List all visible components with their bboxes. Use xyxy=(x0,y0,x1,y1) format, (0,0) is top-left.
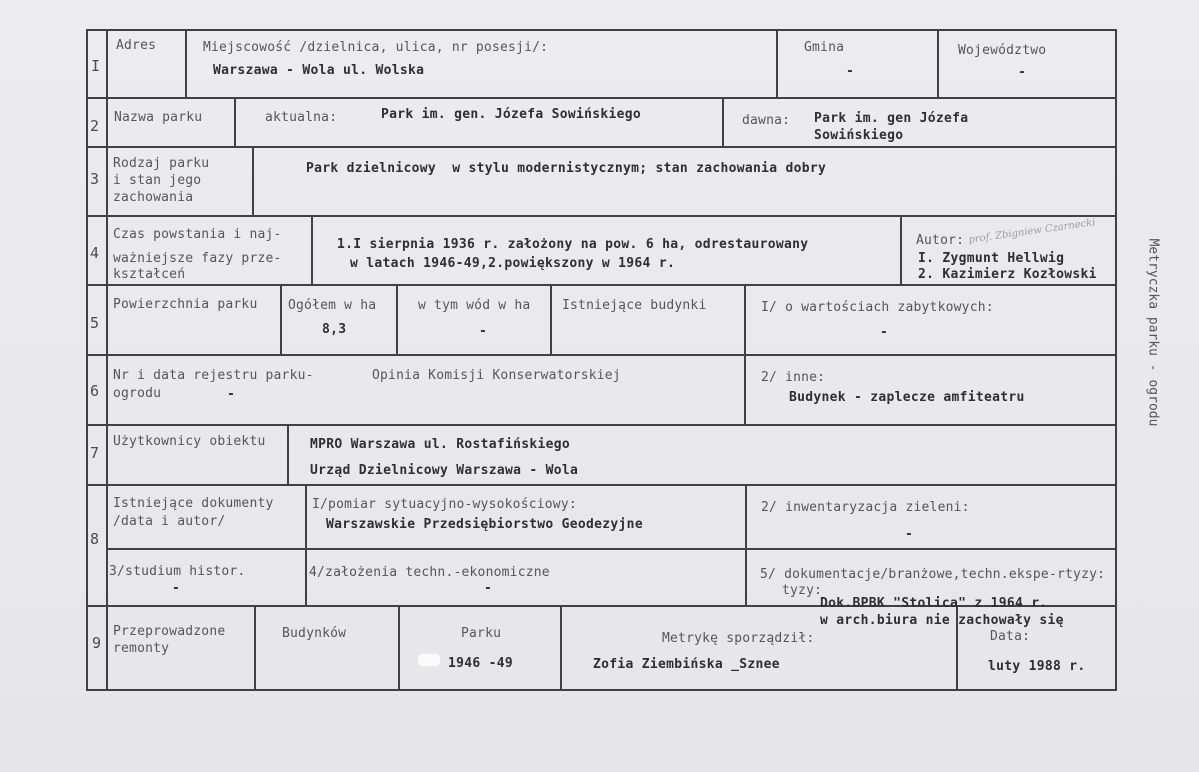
former-name-value-1: Park im. gen Józefa xyxy=(814,111,969,126)
date-value: luty 1988 r. xyxy=(988,659,1086,674)
grid-line xyxy=(185,29,187,97)
grid-line xyxy=(106,548,1117,550)
side-title xyxy=(1128,215,1161,465)
grid-line xyxy=(254,605,256,689)
grid-line xyxy=(744,354,746,424)
opinion-label: Opinia Komisji Konserwatorskiej xyxy=(372,368,621,383)
total-area-label: Ogółem w ha xyxy=(288,298,377,313)
water-area-value: - xyxy=(479,324,488,339)
side-title-text: Metryczka parku - ogrodu xyxy=(1145,238,1161,427)
grid-line xyxy=(550,284,552,354)
row-number: 8 xyxy=(90,530,100,548)
users-label: Użytkownicy obiektu xyxy=(113,434,266,449)
grid-line xyxy=(1115,29,1117,691)
period-value-2: w latach 1946-49,2.powiększony w 1964 r. xyxy=(350,256,676,271)
gmina-value: - xyxy=(846,64,855,79)
current-name-value: Park im. gen. Józefa Sowińskiego xyxy=(381,107,642,122)
row-number: 5 xyxy=(90,314,100,332)
grid-line xyxy=(937,29,939,97)
buildings-label: Istniejące budynki xyxy=(562,298,707,313)
assumptions-label: 4/założenia techn.-ekonomiczne xyxy=(309,565,550,580)
grid-line xyxy=(86,29,1117,31)
row-number: 6 xyxy=(90,382,100,400)
inventory-label: 2/ inwentaryzacja zieleni: xyxy=(761,500,970,515)
assumptions-value: - xyxy=(484,581,493,596)
current-name-label: aktualna: xyxy=(265,110,338,125)
study-label: 3/studium histor. xyxy=(109,564,246,579)
users-value-1: MPRO Warszawa ul. Rostafińskiego xyxy=(310,437,571,452)
docs-label: tyzy: xyxy=(782,583,823,598)
grid-line xyxy=(560,605,562,689)
grid-line xyxy=(86,354,1117,356)
register-label: ogrodu xyxy=(113,386,162,401)
grid-line xyxy=(86,484,1117,486)
park-type-label: zachowania xyxy=(113,190,194,205)
row-number: 4 xyxy=(90,244,100,262)
date-label: Data: xyxy=(990,629,1031,644)
users-value-2: Urząd Dzielnicowy Warszawa - Wola xyxy=(310,463,579,478)
grid-line xyxy=(398,605,400,689)
register-label: Nr i data rejestru parku- xyxy=(113,368,314,383)
other-buildings-value: Budynek - zaplecze amfiteatru xyxy=(789,390,1025,405)
grid-line xyxy=(280,284,282,354)
prepared-by-label: Metrykę sporządził: xyxy=(662,631,815,646)
grid-line xyxy=(86,689,1117,691)
former-name-label: dawna: xyxy=(742,113,791,128)
period-label: kształceń xyxy=(113,267,186,282)
row-number: I xyxy=(91,57,101,75)
grid-line xyxy=(305,484,307,605)
author-2: 2. Kazimierz Kozłowski xyxy=(918,267,1097,282)
row-number: 7 xyxy=(90,444,100,462)
docs-value-1: Dok.BPBK "Stolica" z 1964 r. xyxy=(820,596,1048,611)
survey-label: I/pomiar sytuacyjno-wysokościowy: xyxy=(312,497,577,512)
renovations-label: Przeprowadzone xyxy=(113,624,226,639)
grid-line xyxy=(86,146,1117,148)
grid-line xyxy=(86,97,1117,99)
voivodeship-label: Województwo xyxy=(958,43,1047,58)
documents-label: /data i autor/ xyxy=(113,514,226,529)
grid-line xyxy=(745,484,747,605)
park-name-label: Nazwa parku xyxy=(114,110,203,125)
period-label: Czas powstania i naj- xyxy=(113,227,282,242)
grid-line xyxy=(86,215,1117,217)
documents-label: Istniejące dokumenty xyxy=(113,496,274,511)
author-1: I. Zygmunt Hellwig xyxy=(918,251,1065,266)
row-number: 3 xyxy=(90,170,100,188)
park-type-value: Park dzielnicowy w stylu modernistycznym; stan zachowania dobry xyxy=(306,161,827,176)
park-type-label: i stan jego xyxy=(113,173,202,188)
pencil-note: prof. Zbigniew Czarnecki xyxy=(967,217,1097,246)
former-name-value-2: Sowińskiego xyxy=(814,128,904,143)
grid-line xyxy=(900,215,902,284)
water-area-label: w tym wód w ha xyxy=(418,298,531,313)
grid-line xyxy=(86,29,88,691)
location-header: Miejscowość /dzielnica, ulica, nr posesji/: xyxy=(203,40,549,55)
renovations-park-label: Parku xyxy=(461,626,502,641)
register-value: - xyxy=(227,387,236,402)
grid-line xyxy=(776,29,778,97)
prepared-by-value: Zofia Ziembińska _Sznee xyxy=(593,657,780,672)
grid-line xyxy=(106,29,108,691)
author-label: Autor: xyxy=(916,233,965,248)
address-label: Adres xyxy=(116,38,157,53)
survey-value: Warszawskie Przedsiębiorstwo Geodezyjne xyxy=(326,517,643,532)
row-number: 9 xyxy=(92,634,102,652)
grid-line xyxy=(722,97,724,146)
row-number: 2 xyxy=(90,117,100,135)
monuments-value: - xyxy=(880,325,889,340)
inventory-value: - xyxy=(905,527,914,542)
correction-mark xyxy=(418,654,440,666)
voivodeship-value: - xyxy=(1018,65,1027,80)
grid-line xyxy=(396,284,398,354)
grid-line xyxy=(252,146,254,215)
total-area-value: 8,3 xyxy=(322,322,347,337)
area-label: Powierzchnia parku xyxy=(113,297,258,312)
monuments-label: I/ o wartościach zabytkowych: xyxy=(761,300,994,315)
docs-value-2: w arch.biura nie zachowały się xyxy=(820,613,1064,628)
grid-line xyxy=(234,97,236,146)
address-value: Warszawa - Wola ul. Wolska xyxy=(213,63,425,78)
period-label: ważniejsze fazy prze- xyxy=(113,251,282,266)
renovations-buildings-label: Budynków xyxy=(282,626,347,641)
gmina-label: Gmina xyxy=(804,40,845,55)
renovations-label: remonty xyxy=(113,641,170,656)
other-buildings-label: 2/ inne: xyxy=(761,370,826,385)
grid-line xyxy=(86,424,1117,426)
study-value: - xyxy=(172,581,181,596)
park-type-label: Rodzaj parku xyxy=(113,156,210,171)
grid-line xyxy=(86,284,1117,286)
renovations-park-value: 1946 -49 xyxy=(448,656,514,671)
docs-label: 5/ dokumentacje/branżowe,techn.ekspe-rtyzy: xyxy=(760,567,1106,582)
grid-line xyxy=(287,424,289,484)
grid-line xyxy=(311,215,313,284)
period-value-1: 1.I sierpnia 1936 r. założony na pow. 6 ha, odrestaurowany xyxy=(337,237,809,252)
grid-line xyxy=(744,284,746,354)
